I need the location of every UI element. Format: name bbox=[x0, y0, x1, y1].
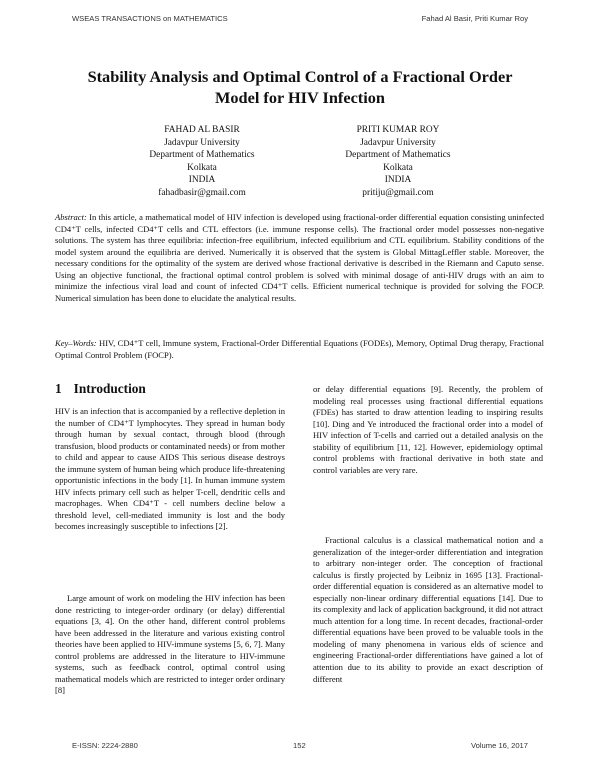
section-heading-introduction bbox=[55, 381, 146, 397]
author-block-1 bbox=[92, 124, 312, 200]
author-department: Department of Mathematics bbox=[149, 150, 255, 161]
author-affiliation: Jadavpur University bbox=[164, 137, 240, 148]
keywords bbox=[55, 338, 544, 361]
body-paragraph-right-1 bbox=[313, 384, 543, 476]
paragraph-text: Large amount of work on modeling the HIV infection has been done restricting to integer-order ordinary (or delay) differential equations [3, 4]. On the other hand, different control problems have been addressed in the literature and various existing control theories have been applied to HIV-immune systems [5, 6, 7]. Many control problems are addressed in the literature to HIV-immune systems, such as feedback control, optimal control using mathematical models which are restricted to integer order ordinary [8] bbox=[55, 593, 285, 696]
keywords-text: HIV, CD4⁺T cell, Immune system, Fractional-Order Differential Equations (FODEs), Memory, Optimal Drug therapy, Fractional Optimal Control Problem (FOCP). bbox=[55, 338, 545, 360]
body-paragraph-left-1 bbox=[55, 406, 285, 533]
paper-title-line-1: Stability Analysis and Optimal Control of a Fractional Order bbox=[87, 67, 513, 86]
footer-issn: E-ISSN: 2224-2880 bbox=[72, 741, 138, 750]
author-block-2 bbox=[288, 124, 508, 200]
author-city: Kolkata bbox=[383, 162, 413, 173]
abstract-text: In this article, a mathematical model of HIV infection is developed using fractional-order differential equation consisting uninfected CD4⁺T cells, infected CD4⁺T cells and CTL effectors (i.e. immune response cells). The fractional order model possesses non-negative solutions. The system has three equilibria: infection-free equilibrium, infected equilibrium and CTL equilibrium. Stability conditions of the model system around the equilibria are derived. Numerically it is observed that the system is Global MittagLeffler stable. Moreover, the necessary conditions for the optimality of the system are derived whose fractional derivative is described in the Riemann and Caputo sense. Using an objective functional, the fractional optimal control problem is solved with minimal dosage of anti-HIV drugs with an aim to minimize the infectious viral load and count of infected CD4⁺T cells. Efficient numerical technique is provided for solving the FOCP. Numerical simulation has been done to elucidate the analytical results. bbox=[55, 212, 544, 303]
author-affiliation: Jadavpur University bbox=[360, 137, 436, 148]
keywords-label: Key–Words: bbox=[55, 338, 97, 348]
author-name: PRITI KUMAR ROY bbox=[356, 125, 440, 135]
author-department: Department of Mathematics bbox=[345, 150, 451, 161]
abstract-label: Abstract: bbox=[55, 212, 87, 222]
running-header-journal: WSEAS TRANSACTIONS on MATHEMATICS bbox=[72, 14, 228, 23]
paragraph-text: HIV is an infection that is accompanied by a reflective depletion in the number of CD4⁺T lymphocytes. They spread in human body through human by sexual contact, through blood (through transfusion, blood products or contaminated needs) or from mother to child and appear to cause AIDS This serious disease destroys the immune system of human being which produce life-threatening opportunistic infections in the body [1]. In human immune system HIV infects primary cell such as helper T-cell, dendritic cells and macrophages. When CD4⁺T - cell numbers decline below a threshold level, cell-mediated immunity is lost and the body becomes increasingly susceptible to infections [2]. bbox=[55, 406, 285, 532]
section-number: 1 bbox=[55, 381, 62, 396]
author-country: INDIA bbox=[384, 175, 412, 186]
author-email: pritiju@gmail.com bbox=[362, 187, 434, 198]
section-title: Introduction bbox=[73, 381, 146, 396]
footer-volume: Volume 16, 2017 bbox=[471, 741, 528, 750]
author-country: INDIA bbox=[188, 175, 216, 186]
paper-title bbox=[40, 66, 560, 108]
running-header-authors: Fahad Al Basir, Priti Kumar Roy bbox=[421, 14, 528, 23]
footer-page-number: 152 bbox=[293, 741, 306, 750]
paper-title-line-2: Model for HIV Infection bbox=[215, 88, 385, 107]
author-city: Kolkata bbox=[187, 162, 217, 173]
author-name: FAHAD AL BASIR bbox=[164, 125, 240, 135]
abstract bbox=[55, 212, 544, 304]
body-paragraph-left-2 bbox=[55, 593, 285, 697]
author-email: fahadbasir@gmail.com bbox=[158, 187, 246, 198]
paragraph-text: Fractional calculus is a classical mathematical notion and a generalization of the integer-order differentiation and integration to arbitrary non-integer order. The conception of fractional calculus is firstly projected by Leibniz in 1695 [13]. Fractional-order differential equation is considered as an alternative model to especially non-linear ordinary differential equations [14]. Due to its complexity and lack of application background, it did not attract much attention for a long time. In recent decades, fractional-order differential equations have been proved to be valuable tools in the modeling of many phenomena in various elds of science and engineering Fractional-order differentiations have gained a lot of attention due to its ability to provide an exact description of different bbox=[313, 535, 543, 684]
paragraph-text: or delay differential equations [9]. Recently, the problem of modeling real processes using fractional differential equations (FDEs) has started to draw attention leading to inspiring results [10]. Ding and Ye introduced the fractional order into a model of HIV infection of T-cells and carried out a detailed analysis on the stability of equilibrium [11, 12]. However, epidemiology optimal control problems with fractional derivative in both state and control variables are very rare. bbox=[313, 384, 543, 475]
body-paragraph-right-2 bbox=[313, 535, 543, 685]
